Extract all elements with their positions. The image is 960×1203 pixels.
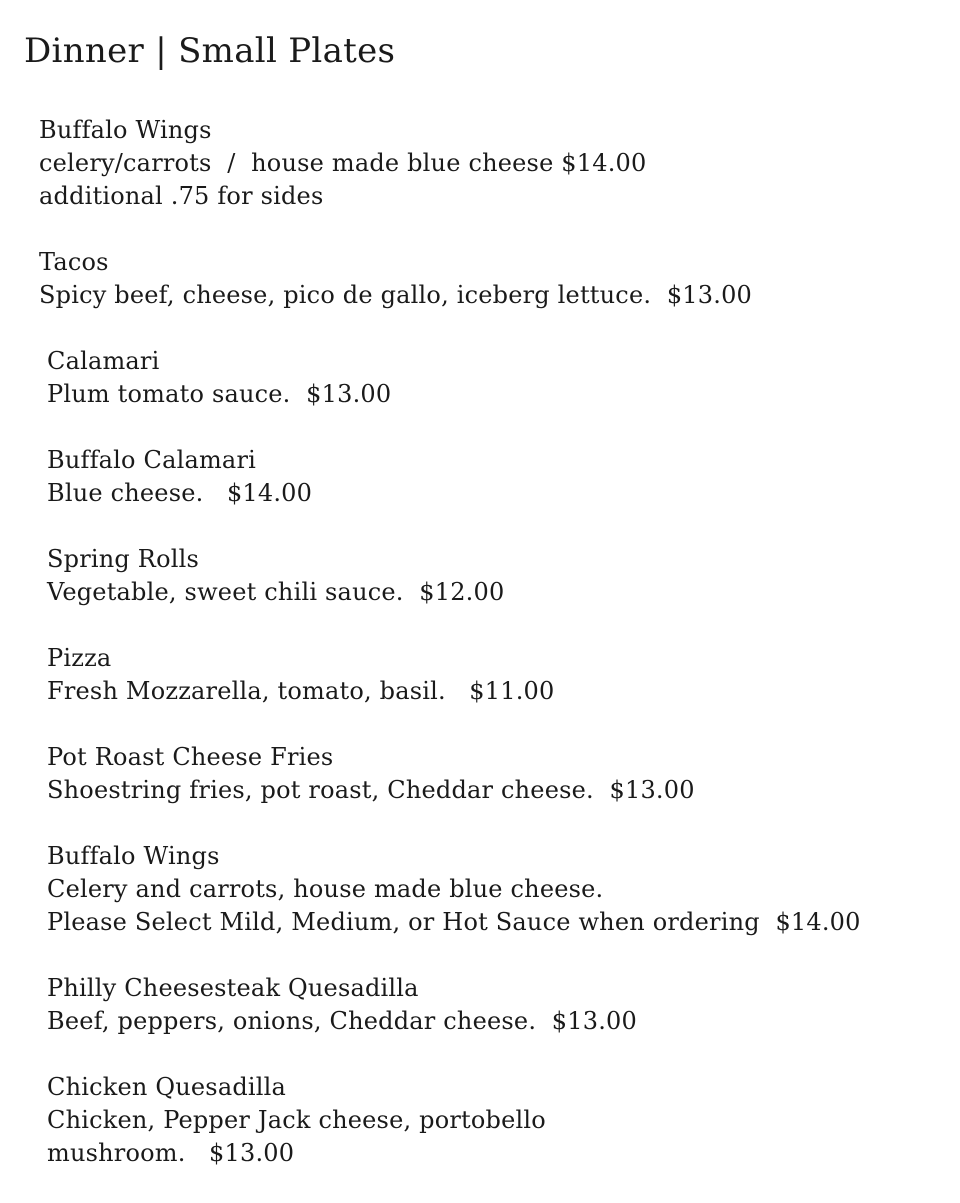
- menu-item-name: Buffalo Wings: [47, 842, 220, 870]
- menu-item-spring-rolls: [0, 543, 960, 609]
- menu-item-description: Blue cheese. $14.00: [47, 479, 313, 507]
- menu-item-chicken-quesadilla: [0, 1071, 960, 1170]
- menu-item-note: additional .75 for sides: [39, 182, 324, 210]
- menu-item-calamari: [0, 345, 960, 411]
- menu-item-name: Philly Cheesesteak Quesadilla: [47, 974, 419, 1002]
- menu-item-tacos: [0, 246, 960, 312]
- menu-item-note: Please Select Mild, Medium, or Hot Sauce when ordering $14.00: [47, 908, 861, 936]
- menu-item-name: Buffalo Wings: [39, 116, 212, 144]
- menu-item-name: Spring Rolls: [47, 545, 199, 573]
- menu-item-description-continued: mushroom. $13.00: [47, 1139, 295, 1167]
- menu-item-pot-roast-cheese-fries: [0, 741, 960, 807]
- menu-item-philly-cheesesteak-quesadilla: [0, 972, 960, 1038]
- menu-item-buffalo-wings-2: [0, 840, 960, 939]
- menu-item-description: Shoestring fries, pot roast, Cheddar cheese. $13.00: [47, 776, 695, 804]
- menu-item-description: Vegetable, sweet chili sauce. $12.00: [47, 578, 505, 606]
- menu-item-name: Pizza: [47, 644, 112, 672]
- menu-item-name: Pot Roast Cheese Fries: [47, 743, 334, 771]
- menu-item-description: Spicy beef, cheese, pico de gallo, iceberg lettuce. $13.00: [39, 281, 753, 309]
- menu-item-buffalo-wings: [0, 114, 960, 213]
- menu-item-name: Chicken Quesadilla: [47, 1073, 287, 1101]
- menu-item-name: Buffalo Calamari: [47, 446, 256, 474]
- menu-item-description: Fresh Mozzarella, tomato, basil. $11.00: [47, 677, 555, 705]
- menu-item-description: Beef, peppers, onions, Cheddar cheese. $13.00: [47, 1007, 637, 1035]
- menu-item-description: Celery and carrots, house made blue cheese.: [47, 875, 604, 903]
- menu-item-name: Tacos: [39, 248, 109, 276]
- menu-item-buffalo-calamari: [0, 444, 960, 510]
- menu-item-pizza: [0, 642, 960, 708]
- menu-item-description: Plum tomato sauce. $13.00: [47, 380, 392, 408]
- menu-list: [0, 114, 960, 1203]
- page-title: Dinner | Small Plates: [24, 31, 396, 71]
- menu-item-description: Chicken, Pepper Jack cheese, portobello: [47, 1106, 546, 1134]
- menu-item-name: Calamari: [47, 347, 160, 375]
- menu-item-description: celery/carrots / house made blue cheese $14.00: [39, 149, 647, 177]
